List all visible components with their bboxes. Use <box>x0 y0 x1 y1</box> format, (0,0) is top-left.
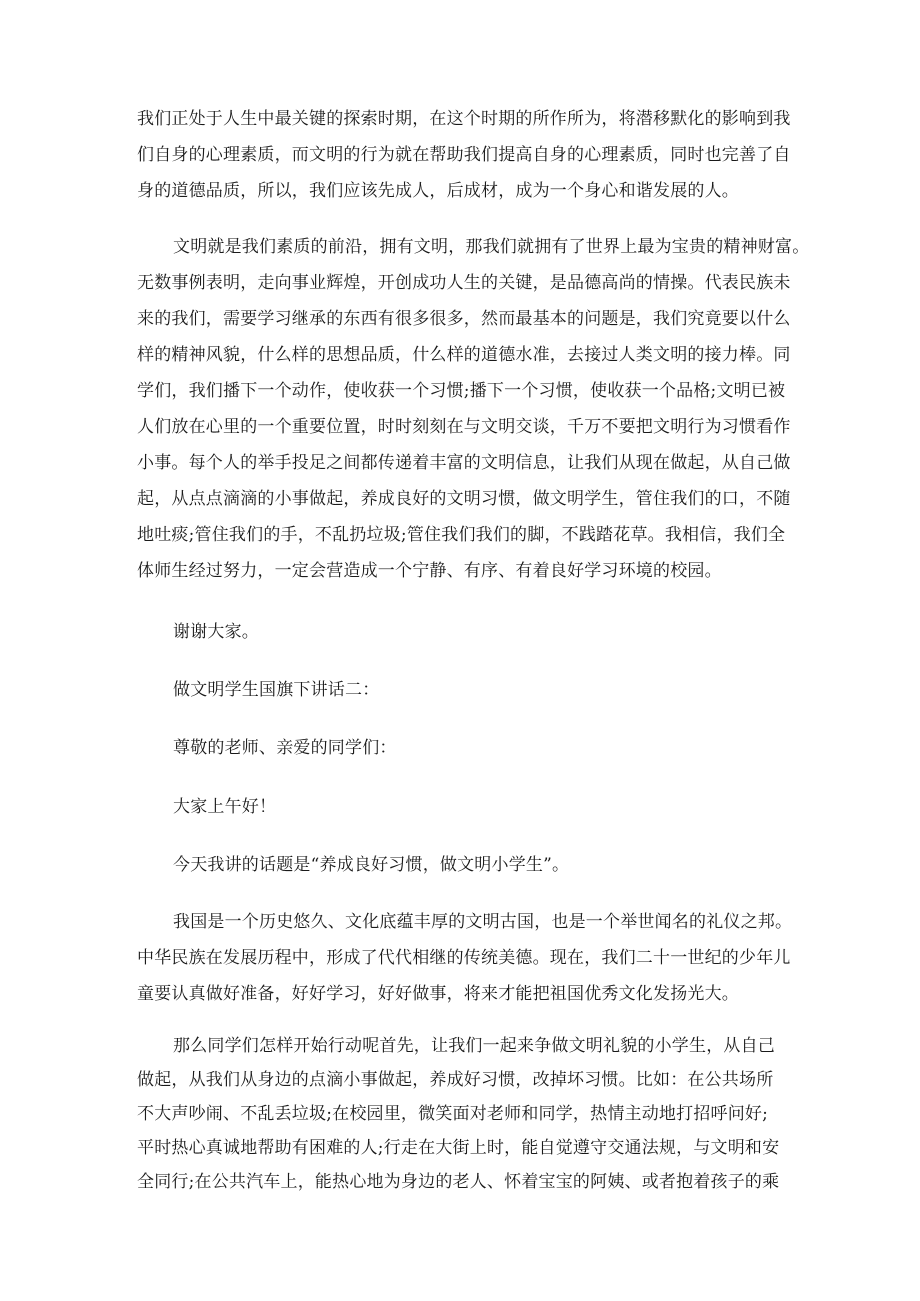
paragraph-thanks <box>137 614 797 650</box>
text-line: 不大声吵闹、不乱丢垃圾;在校园里，微笑面对老师和同学，热情主动地打招呼问好; <box>137 1104 769 1124</box>
text-line: 今天我讲的话题是“养成良好习惯，做文明小学生”。 <box>173 855 570 875</box>
paragraph-4 <box>137 1029 797 1199</box>
topic-line <box>137 847 797 883</box>
text-line: 无数事例表明，走向事业辉煌，开创成功人生的关键，是品德高尚的情操。代表民族未 <box>137 273 791 293</box>
text-line: 体师生经过努力，一定会营造成一个宁静、有序、有着良好学习环境的校园。 <box>137 561 722 581</box>
text-line: 做文明学生国旗下讲话二： <box>173 680 380 700</box>
text-line: 地吐痰;管住我们的手，不乱扔垃圾;管住我们我们的脚，不践踏花草。我相信，我们全 <box>137 525 786 545</box>
text-line: 童要认真做好准备，好好学习，好好做事，将来才能把祖国优秀文化发扬光大。 <box>137 984 739 1004</box>
text-line: 人们放在心里的一个重要位置，时时刻刻在与文明交谈，千万不要把文明行为习惯看作 <box>137 417 791 437</box>
text-line: 来的我们，需要学习继承的东西有很多很多，然而最基本的问题是，我们究竟要以什么 <box>137 309 791 329</box>
text-line: 我国是一个历史悠久、文化底蕴丰厚的文明古国，也是一个举世闻名的礼仪之邦。 <box>173 912 793 932</box>
salutation <box>137 730 797 766</box>
text-line: 做起，从我们从身边的点滴小事做起，养成好习惯，改掉坏习惯。比如：在公共场所 <box>137 1070 774 1090</box>
text-line: 我们正处于人生中最关键的探索时期，在这个时期的所作所为，将潜移默化的影响到我 <box>137 109 791 129</box>
text-line: 平时热心真诚地帮助有困难的人;行走在大街上时，能自觉遵守交通法规，与文明和安 <box>137 1138 780 1158</box>
text-line: 尊敬的老师、亲爱的同学们： <box>173 738 397 758</box>
text-line: 全同行;在公共汽车上，能热心地为身边的老人、怀着宝宝的阿姨、或者抱着孩子的乘 <box>137 1172 780 1192</box>
text-line: 起，从点点滴滴的小事做起，养成良好的文明习惯，做文明学生，管住我们的口，不随 <box>137 489 791 509</box>
text-line: 大家上午好！ <box>173 797 277 817</box>
text-line: 小事。每个人的举手投足之间都传递着丰富的文明信息，让我们从现在做起，从自己做 <box>137 453 791 473</box>
text-line: 中华民族在发展历程中，形成了代代相继的传统美德。现在，我们二十一世纪的少年儿 <box>137 948 791 968</box>
text-line: 文明就是我们素质的前沿，拥有文明，那我们就拥有了世界上最为宝贵的精神财富。 <box>173 237 810 257</box>
paragraph-2 <box>137 229 810 589</box>
greeting <box>137 789 797 825</box>
paragraph-3 <box>137 904 797 1012</box>
text-line: 样的精神风貌，什么样的思想品质，什么样的道德水准，去接过人类文明的接力棒。同 <box>137 345 791 365</box>
paragraph-1 <box>137 101 797 209</box>
text-line: 学们，我们播下一个动作，使收获一个习惯;播下一个习惯，使收获一个品格;文明已被 <box>137 381 786 401</box>
text-line: 谢谢大家。 <box>173 622 259 642</box>
text-line: 那么同学们怎样开始行动呢首先，让我们一起来争做文明礼貌的小学生，从自己 <box>173 1036 775 1056</box>
text-line: 们自身的心理素质，而文明的行为就在帮助我们提高自身的心理素质，同时也完善了自 <box>137 145 791 165</box>
text-line: 身的道德品质，所以，我们应该先成人，后成材，成为一个身心和谐发展的人。 <box>137 181 739 201</box>
section-heading <box>137 672 797 708</box>
